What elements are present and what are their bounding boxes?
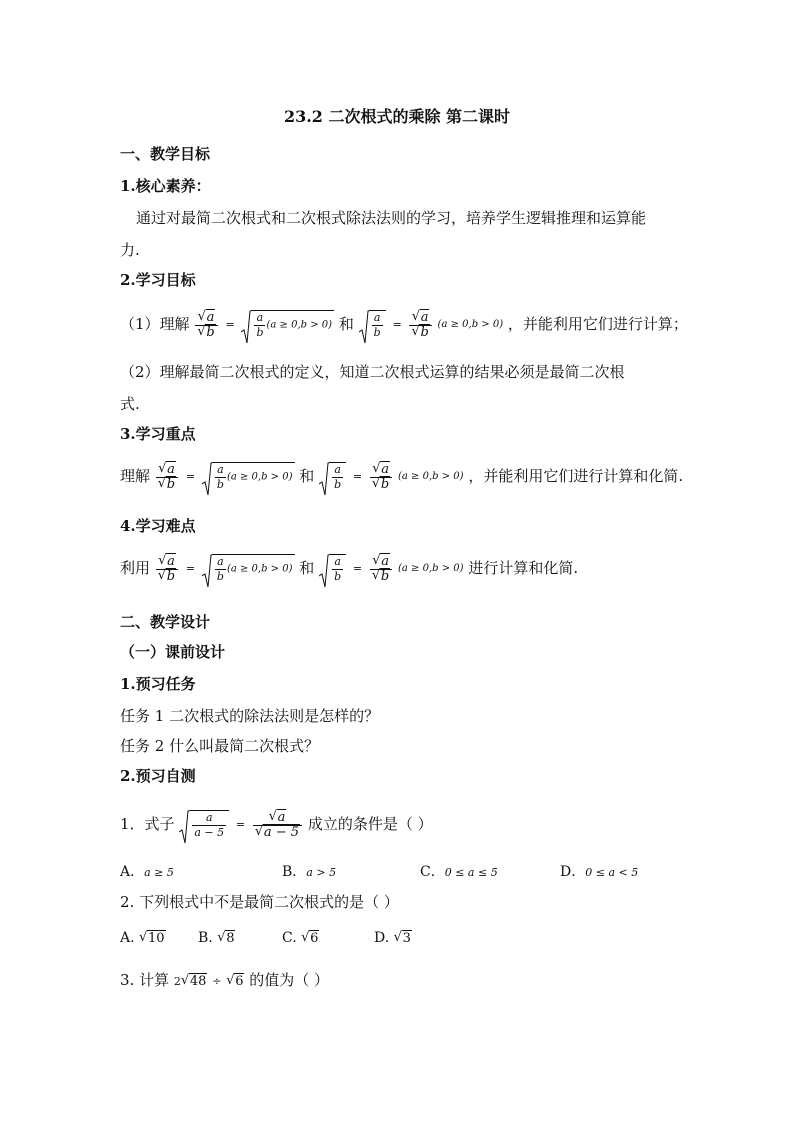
q2-option-c: C. √ 6	[282, 930, 319, 946]
learning-goal-2-cont: 式.	[120, 395, 140, 413]
goal1-suffix: ，并能利用它们进行计算；	[507, 315, 688, 333]
heading-pre-class-design: （一）课前设计	[120, 643, 226, 661]
heading-core-literacy: 1.核心素养：	[120, 177, 211, 195]
q1-option-a: A．a ≥ 5	[120, 864, 174, 880]
q2-option-a: A. √ 10	[120, 930, 165, 946]
core-literacy-text: 通过对最简二次根式和二次根式除法法则的学习，培养学生逻辑推理和运算能	[136, 209, 647, 227]
q2-option-d: D. √ 3	[374, 930, 411, 946]
task-1: 任务 1 二次根式的除法法则是怎样的？	[120, 707, 380, 725]
key-points-text: 理解 √ a √ b = $\frac{a}{b}$ (a ≥ 0,b > 0) 和 $\frac{a}{b}$ = √ a √ b (a ≥ 0,b > 0) ，并能利用它们进行计算和化简.	[120, 462, 683, 492]
learning-goal-2: （2）理解最简二次根式的定义，知道二次根式运算的结果必须是最简二次根	[120, 363, 625, 381]
q2-option-b: B. √ 8	[198, 930, 235, 946]
q1-option-d: D．0 ≤ a < 5	[560, 864, 639, 880]
question-1: 1．式子 $\frac{a}{a - 5}$ = √ a √ a − 5 成立的条件是（ ）	[120, 810, 433, 840]
difficulties-text: 利用 √ a √ b = $\frac{a}{b}$ (a ≥ 0,b > 0) 和 $\frac{a}{b}$ = √ a √ b (a ≥ 0,b > 0) 进行计算和化简.	[120, 554, 578, 584]
section-teaching-design: 二、教学设计	[120, 613, 211, 631]
goal1-and: 和	[338, 315, 354, 333]
heading-preview-tasks: 1.预习任务	[120, 675, 196, 693]
core-literacy-text-cont: 力.	[120, 241, 140, 259]
heading-difficulties: 4.学习难点	[120, 517, 196, 535]
q1-option-c: C．0 ≤ a ≤ 5	[420, 864, 498, 880]
formula-frac-sqrt-2: √ a √ b	[409, 311, 431, 340]
heading-self-test: 2.预习自测	[120, 767, 196, 785]
formula-frac-sqrt: √ a √ b	[195, 311, 217, 340]
goal1-prefix: （1）理解	[120, 315, 190, 333]
q1-option-b: B．a > 5	[282, 864, 337, 880]
task-2: 任务 2 什么叫最简二次根式？	[120, 737, 320, 755]
section-teaching-goals: 一、教学目标	[120, 145, 211, 163]
page-title: 23.2 二次根式的乘除 第二课时	[283, 107, 511, 126]
formula-sqrt-frac: $\frac{a}{b}$ (a ≥ 0,b > 0)	[241, 310, 334, 340]
question-2: 2. 下列根式中不是最简二次根式的是（ ）	[120, 893, 399, 911]
heading-key-points: 3.学习重点	[120, 425, 196, 443]
formula-sqrt-frac-2: $\frac{a}{b}$	[359, 310, 386, 340]
heading-learning-goals: 2.学习目标	[120, 271, 196, 289]
question-3: 3. 计算 2 √ 48 ÷ √ 6 的值为（ ）	[120, 971, 330, 989]
learning-goal-1: （1）理解 √ a √ b = $\frac{a}{b}$ (a ≥ 0,b > 0) 和 $\frac{a}{b}$ = √ a √ b (a ≥ 0,b > 0) ，并能利用它们进行计算；	[120, 310, 688, 340]
